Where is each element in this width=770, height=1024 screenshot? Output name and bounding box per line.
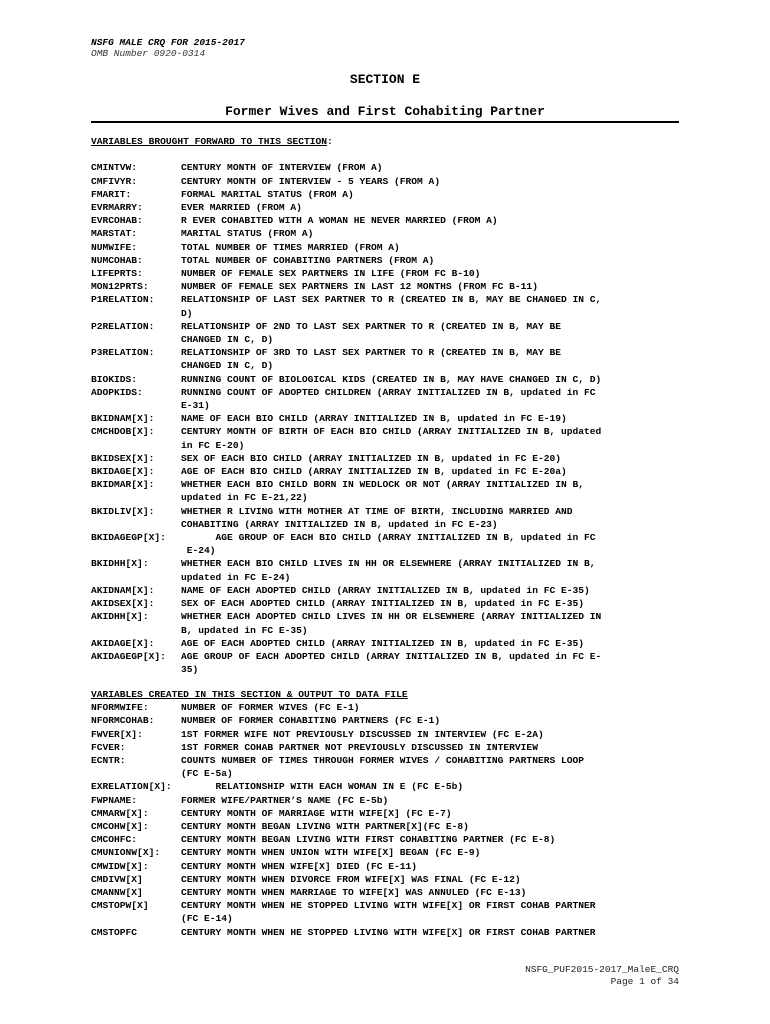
variable-name: NFORMCOHAB:	[91, 715, 155, 727]
variable-description: AGE OF EACH ADOPTED CHILD (ARRAY INITIALIZED IN B, updated in FC E-35)	[181, 637, 585, 649]
section-title: SECTION E	[349, 72, 421, 87]
variable-name: NUMCOHAB:	[91, 254, 143, 266]
variable-name: BKIDSEX[X]:	[91, 452, 155, 464]
variable-name: FCVER:	[91, 741, 126, 753]
variable-description: EVER MARRIED (FROM A)	[181, 202, 302, 213]
variable-name: CMSTOPW[X]	[91, 900, 149, 912]
variable-description: FORMER WIFE/PARTNER’S NAME (FC E-5b)	[181, 794, 389, 806]
variable-name: FMARIT:	[91, 188, 132, 200]
variable-description: TOTAL NUMBER OF TIMES MARRIED (FROM A)	[181, 241, 400, 253]
variable-row	[91, 161, 691, 174]
variable-name: AKIDHH[X]:	[91, 611, 149, 623]
variable-description: WHETHER EACH BIO CHILD LIVES IN HH OR ELSEWHERE (ARRAY INITIALIZED IN B, updated in FC E-24)	[181, 558, 596, 583]
variable-name: ECNTR:	[91, 755, 126, 767]
variable-row	[91, 478, 691, 504]
variable-row	[91, 254, 691, 267]
variable-description: NAME OF EACH ADOPTED CHILD (ARRAY INITIALIZED IN B, updated in FC E-35)	[181, 584, 590, 596]
variable-row	[91, 714, 691, 727]
variable-description: SEX OF EACH BIO CHILD (ARRAY INITIALIZED IN B, updated in FC E-20)	[181, 452, 561, 464]
page-footer	[525, 964, 679, 988]
variable-row	[91, 610, 691, 636]
variable-description: CENTURY MONTH BEGAN LIVING WITH PARTNER[X](FC E-8)	[181, 821, 469, 833]
variable-row	[91, 899, 691, 925]
variable-row	[91, 280, 691, 293]
variable-row	[91, 425, 691, 451]
variable-name: CMUNIONW[X]:	[91, 847, 161, 859]
variable-row	[91, 728, 691, 741]
variable-row	[91, 754, 691, 780]
variable-row	[91, 214, 691, 227]
variable-name: NUMWIFE:	[91, 241, 138, 253]
variable-description: NUMBER OF FEMALE SEX PARTNERS IN LAST 12 MONTHS (FROM FC B-11)	[181, 281, 538, 293]
omb-number: OMB Number 0920-0314	[91, 48, 206, 59]
variable-row	[91, 386, 691, 412]
variables-forward-block	[91, 135, 691, 676]
variable-description: NAME OF EACH BIO CHILD (ARRAY INITIALIZED IN B, updated in FC E-19)	[181, 413, 567, 425]
variable-description: NUMBER OF FORMER COHABITING PARTNERS (FC E-1)	[181, 715, 441, 727]
variable-row	[91, 201, 691, 214]
variable-row	[91, 807, 691, 820]
variable-row	[91, 465, 691, 478]
variable-name: FWPNAME:	[91, 794, 138, 806]
variable-description: WHETHER EACH ADOPTED CHILD LIVES IN HH OR ELSEWHERE (ARRAY INITIALIZED IN B, updated in FC E-35)	[181, 611, 602, 636]
variable-row	[91, 320, 691, 346]
variable-row	[91, 833, 691, 846]
variable-name: BKIDMAR[X]:	[91, 479, 155, 491]
variables-created-block	[91, 688, 691, 939]
variable-name: LIFEPRTS:	[91, 268, 143, 280]
variable-description: COUNTS NUMBER OF TIMES THROUGH FORMER WIVES / COHABITING PARTNERS LOOP (FC E-5a)	[181, 755, 585, 780]
variable-row	[91, 886, 691, 899]
variable-row	[91, 346, 691, 372]
variable-description: NUMBER OF FORMER WIVES (FC E-1)	[181, 702, 360, 714]
variable-description: AGE GROUP OF EACH ADOPTED CHILD (ARRAY INITIALIZED IN B, updated in FC E- 35)	[181, 650, 602, 676]
variable-row	[91, 505, 691, 531]
variable-name: EXRELATION[X]:	[91, 781, 172, 793]
variable-name: NFORMWIFE:	[91, 702, 149, 714]
variable-name: CMCOHFC:	[91, 834, 138, 846]
variable-name: BKIDHH[X]:	[91, 558, 149, 570]
variable-name: AKIDAGEGP[X]:	[91, 650, 166, 662]
variable-row	[91, 557, 691, 583]
variable-description: CENTURY MONTH WHEN MARRIAGE TO WIFE[X] WAS ANNULED (FC E-13)	[181, 887, 527, 899]
variable-name: CMSTOPFC	[91, 926, 138, 938]
variable-description: NUMBER OF FEMALE SEX PARTNERS IN LIFE (FROM FC B-10)	[181, 268, 481, 280]
variable-row	[91, 637, 691, 650]
variable-name: CMCOHW[X]:	[91, 821, 149, 833]
variable-name: ADOPKIDS:	[91, 386, 143, 398]
variable-row	[91, 373, 691, 386]
variable-name: AKIDNAM[X]:	[91, 584, 155, 596]
survey-header: NSFG MALE CRQ FOR 2015-2017	[91, 37, 245, 48]
variable-description: RELATIONSHIP WITH EACH WOMAN IN E (FC E-5b)	[181, 781, 464, 793]
variable-description: CENTURY MONTH WHEN WIFE[X] DIED (FC E-11)	[181, 860, 418, 872]
variable-row	[91, 241, 691, 254]
variable-name: MARSTAT:	[91, 228, 138, 240]
variable-description: RELATIONSHIP OF 3RD TO LAST SEX PARTNER TO R (CREATED IN B, MAY BE CHANGED IN C, D)	[181, 347, 561, 372]
variable-name: CMCHDOB[X]:	[91, 426, 155, 438]
variable-row	[91, 926, 691, 939]
variable-row	[91, 597, 691, 610]
variable-description: CENTURY MONTH WHEN DIVORCE FROM WIFE[X] WAS FINAL (FC E-12)	[181, 873, 521, 885]
variable-row	[91, 873, 691, 886]
variable-description: CENTURY MONTH OF INTERVIEW (FROM A)	[181, 162, 383, 174]
variable-name: CMDIVW[X]	[91, 873, 143, 885]
variable-description: CENTURY MONTH WHEN HE STOPPED LIVING WITH WIFE[X] OR FIRST COHAB PARTNER	[181, 926, 596, 938]
variable-name: BKIDAGE[X]:	[91, 466, 155, 478]
variable-description: CENTURY MONTH OF BIRTH OF EACH BIO CHILD (ARRAY INITIALIZED IN B, updated in FC E-20)	[181, 426, 602, 451]
variable-row	[91, 820, 691, 833]
variable-name: BKIDLIV[X]:	[91, 505, 155, 517]
variable-row	[91, 701, 691, 714]
variable-row	[91, 846, 691, 859]
variable-name: CMFIVYR:	[91, 175, 138, 187]
variable-description: R EVER COHABITED WITH A WOMAN HE NEVER MARRIED (FROM A)	[181, 215, 498, 227]
variable-name: P3RELATION:	[91, 347, 155, 359]
page-number: Page 1 of 34	[610, 976, 679, 987]
variable-row	[91, 584, 691, 597]
variable-name: BIOKIDS:	[91, 373, 138, 385]
variable-description: CENTURY MONTH BEGAN LIVING WITH FIRST COHABITING PARTNER (FC E-8)	[181, 834, 556, 846]
variable-description: AGE GROUP OF EACH BIO CHILD (ARRAY INITIALIZED IN B, updated in FC E-24)	[186, 532, 596, 557]
variable-description: WHETHER EACH BIO CHILD BORN IN WEDLOCK OR NOT (ARRAY INITIALIZED IN B, updated in FC E-21,22)	[181, 479, 585, 504]
variable-description: CENTURY MONTH OF INTERVIEW - 5 YEARS (FROM A)	[181, 175, 441, 187]
variable-row	[91, 531, 691, 557]
variable-row	[91, 741, 691, 754]
variable-row	[91, 412, 691, 425]
variable-name: AKIDSEX[X]:	[91, 598, 155, 610]
variable-description: WHETHER R LIVING WITH MOTHER AT TIME OF BIRTH, INCLUDING MARRIED AND COHABITING (ARRAY INITIALIZED IN B, updated in FC E-23)	[181, 505, 573, 530]
variables-created-heading: VARIABLES CREATED IN THIS SECTION & OUTPUT TO DATA FILE	[91, 689, 408, 700]
title-rule	[91, 121, 679, 123]
variable-name: CMINTVW:	[91, 162, 138, 174]
variable-description: 1ST FORMER WIFE NOT PREVIOUSLY DISCUSSED IN INTERVIEW (FC E-2A)	[181, 728, 544, 740]
variable-description: CENTURY MONTH OF MARRIAGE WITH WIFE[X] (FC E-7)	[181, 807, 452, 819]
variable-description: RELATIONSHIP OF 2ND TO LAST SEX PARTNER TO R (CREATED IN B, MAY BE CHANGED IN C, D)	[181, 320, 561, 346]
variable-row	[91, 650, 691, 676]
variable-row	[91, 860, 691, 873]
variable-description: CENTURY MONTH WHEN UNION WITH WIFE[X] BEGAN (FC E-9)	[181, 847, 481, 859]
variable-name: BKIDAGEGP[X]:	[91, 532, 166, 544]
variable-name: P2RELATION:	[91, 320, 155, 332]
variable-description: TOTAL NUMBER OF COHABITING PARTNERS (FROM A)	[181, 254, 435, 266]
variable-name: EVRMARRY:	[91, 202, 143, 213]
variables-forward-heading: VARIABLES BROUGHT FORWARD TO THIS SECTION:	[91, 136, 333, 147]
variable-description: AGE OF EACH BIO CHILD (ARRAY INITIALIZED IN B, updated in FC E-20a)	[181, 466, 567, 478]
variable-description: RUNNING COUNT OF BIOLOGICAL KIDS (CREATED IN B, MAY HAVE CHANGED IN C, D)	[181, 373, 602, 385]
variable-name: CMMARW[X]:	[91, 807, 149, 819]
variable-name: P1RELATION:	[91, 294, 155, 306]
variable-name: BKIDNAM[X]:	[91, 413, 155, 425]
variable-name: FWVER[X]:	[91, 728, 143, 740]
footer-filename: NSFG_PUF2015-2017_MaleE_CRQ	[525, 964, 679, 975]
variable-name: CMANNW[X]	[91, 887, 143, 899]
variable-description: FORMAL MARITAL STATUS (FROM A)	[181, 188, 354, 200]
variable-description: SEX OF EACH ADOPTED CHILD (ARRAY INITIALIZED IN B, updated in FC E-35)	[181, 598, 585, 610]
variable-row	[91, 293, 691, 319]
variable-row	[91, 267, 691, 280]
variable-row	[91, 780, 691, 793]
variable-description: MARITAL STATUS (FROM A)	[181, 228, 314, 240]
variable-row	[91, 452, 691, 465]
variable-description: RUNNING COUNT OF ADOPTED CHILDREN (ARRAY INITIALIZED IN B, updated in FC E-31)	[181, 386, 596, 412]
variable-description: RELATIONSHIP OF LAST SEX PARTNER TO R (CREATED IN B, MAY BE CHANGED IN C, D)	[181, 294, 602, 319]
variable-row	[91, 175, 691, 188]
variable-name: MON12PRTS:	[91, 281, 149, 293]
variable-name: AKIDAGE[X]:	[91, 637, 155, 649]
variable-row	[91, 794, 691, 807]
variable-row	[91, 227, 691, 240]
variable-name: CMWIDW[X]:	[91, 860, 149, 872]
variable-name: EVRCOHAB:	[91, 215, 143, 227]
variable-row	[91, 188, 691, 201]
variable-description: 1ST FORMER COHAB PARTNER NOT PREVIOUSLY DISCUSSED IN INTERVIEW	[181, 741, 538, 753]
section-subtitle: Former Wives and First Cohabiting Partner	[225, 104, 545, 119]
variable-description: CENTURY MONTH WHEN HE STOPPED LIVING WITH WIFE[X] OR FIRST COHAB PARTNER (FC E-14)	[181, 900, 596, 925]
